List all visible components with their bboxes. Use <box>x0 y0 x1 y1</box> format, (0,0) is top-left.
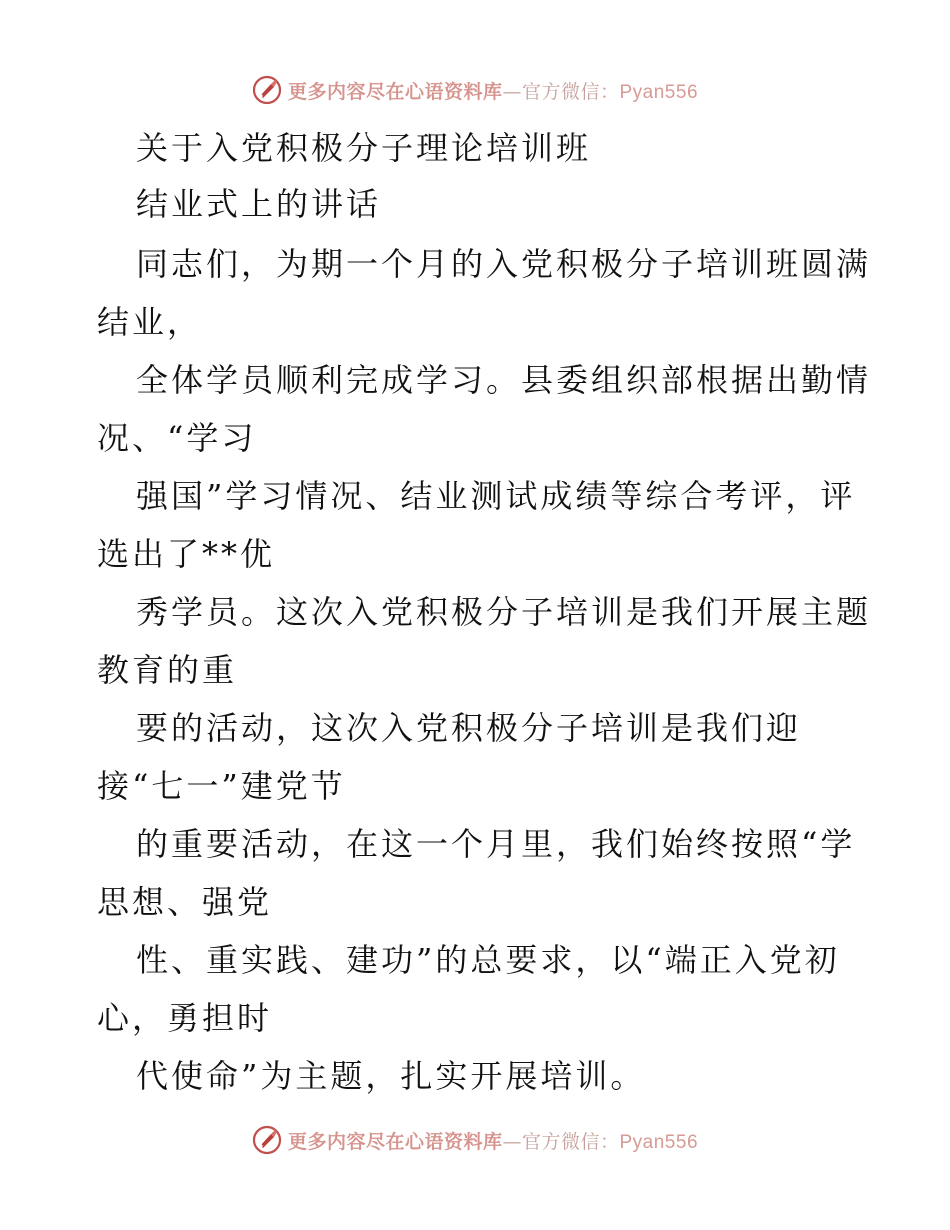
watermark-label: 官方微信： <box>521 80 620 103</box>
document-title-line-1: 关于入党积极分子理论培训班 <box>136 129 592 167</box>
document-title-line-2: 结业式上的讲话 <box>136 185 382 223</box>
pen-nib-logo-icon <box>252 1125 282 1155</box>
paragraph-line: 选出了**优 <box>97 535 276 573</box>
watermark-text <box>288 77 698 104</box>
paragraph-line: 代使命”为主题，扎实开展培训。 <box>136 1057 646 1095</box>
paragraph-line: 接“七一”建党节 <box>97 767 346 805</box>
watermark-label: 官方微信： <box>521 1130 620 1153</box>
header-watermark <box>0 70 950 110</box>
watermark-wechat-id: Pyan556 <box>619 1131 699 1153</box>
watermark-dash: — <box>502 80 522 103</box>
paragraph-line: 的重要活动，在这一个月里，我们始终按照“学 <box>136 825 856 863</box>
footer-watermark <box>0 1120 950 1160</box>
watermark-wechat-id: Pyan556 <box>619 81 699 103</box>
paragraph-line: 秀学员。这次入党积极分子培训是我们开展主题 <box>136 593 872 631</box>
paragraph-line: 思想、强党 <box>97 883 273 921</box>
watermark-brand: 更多内容尽在心语资料库 <box>287 80 503 103</box>
paragraph-line: 心，勇担时 <box>97 999 273 1037</box>
watermark-dash: — <box>502 1130 522 1153</box>
paragraph-line: 况、“学习 <box>97 419 257 457</box>
paragraph-line: 同志们，为期一个月的入党积极分子培训班圆满 <box>136 245 872 283</box>
pen-nib-logo-icon <box>252 75 282 105</box>
paragraph-line: 强国”学习情况、结业测试成绩等综合考评，评 <box>136 477 856 515</box>
paragraph-line: 教育的重 <box>97 651 238 689</box>
paragraph-line: 要的活动，这次入党积极分子培训是我们迎 <box>136 709 802 747</box>
watermark-brand: 更多内容尽在心语资料库 <box>287 1130 503 1153</box>
paragraph-line: 性、重实践、建功”的总要求，以“端正入党初 <box>136 941 840 979</box>
paragraph-line: 全体学员顺利完成学习。县委组织部根据出勤情 <box>136 361 872 399</box>
paragraph-line: 结业， <box>97 303 203 341</box>
watermark-text <box>288 1127 698 1154</box>
